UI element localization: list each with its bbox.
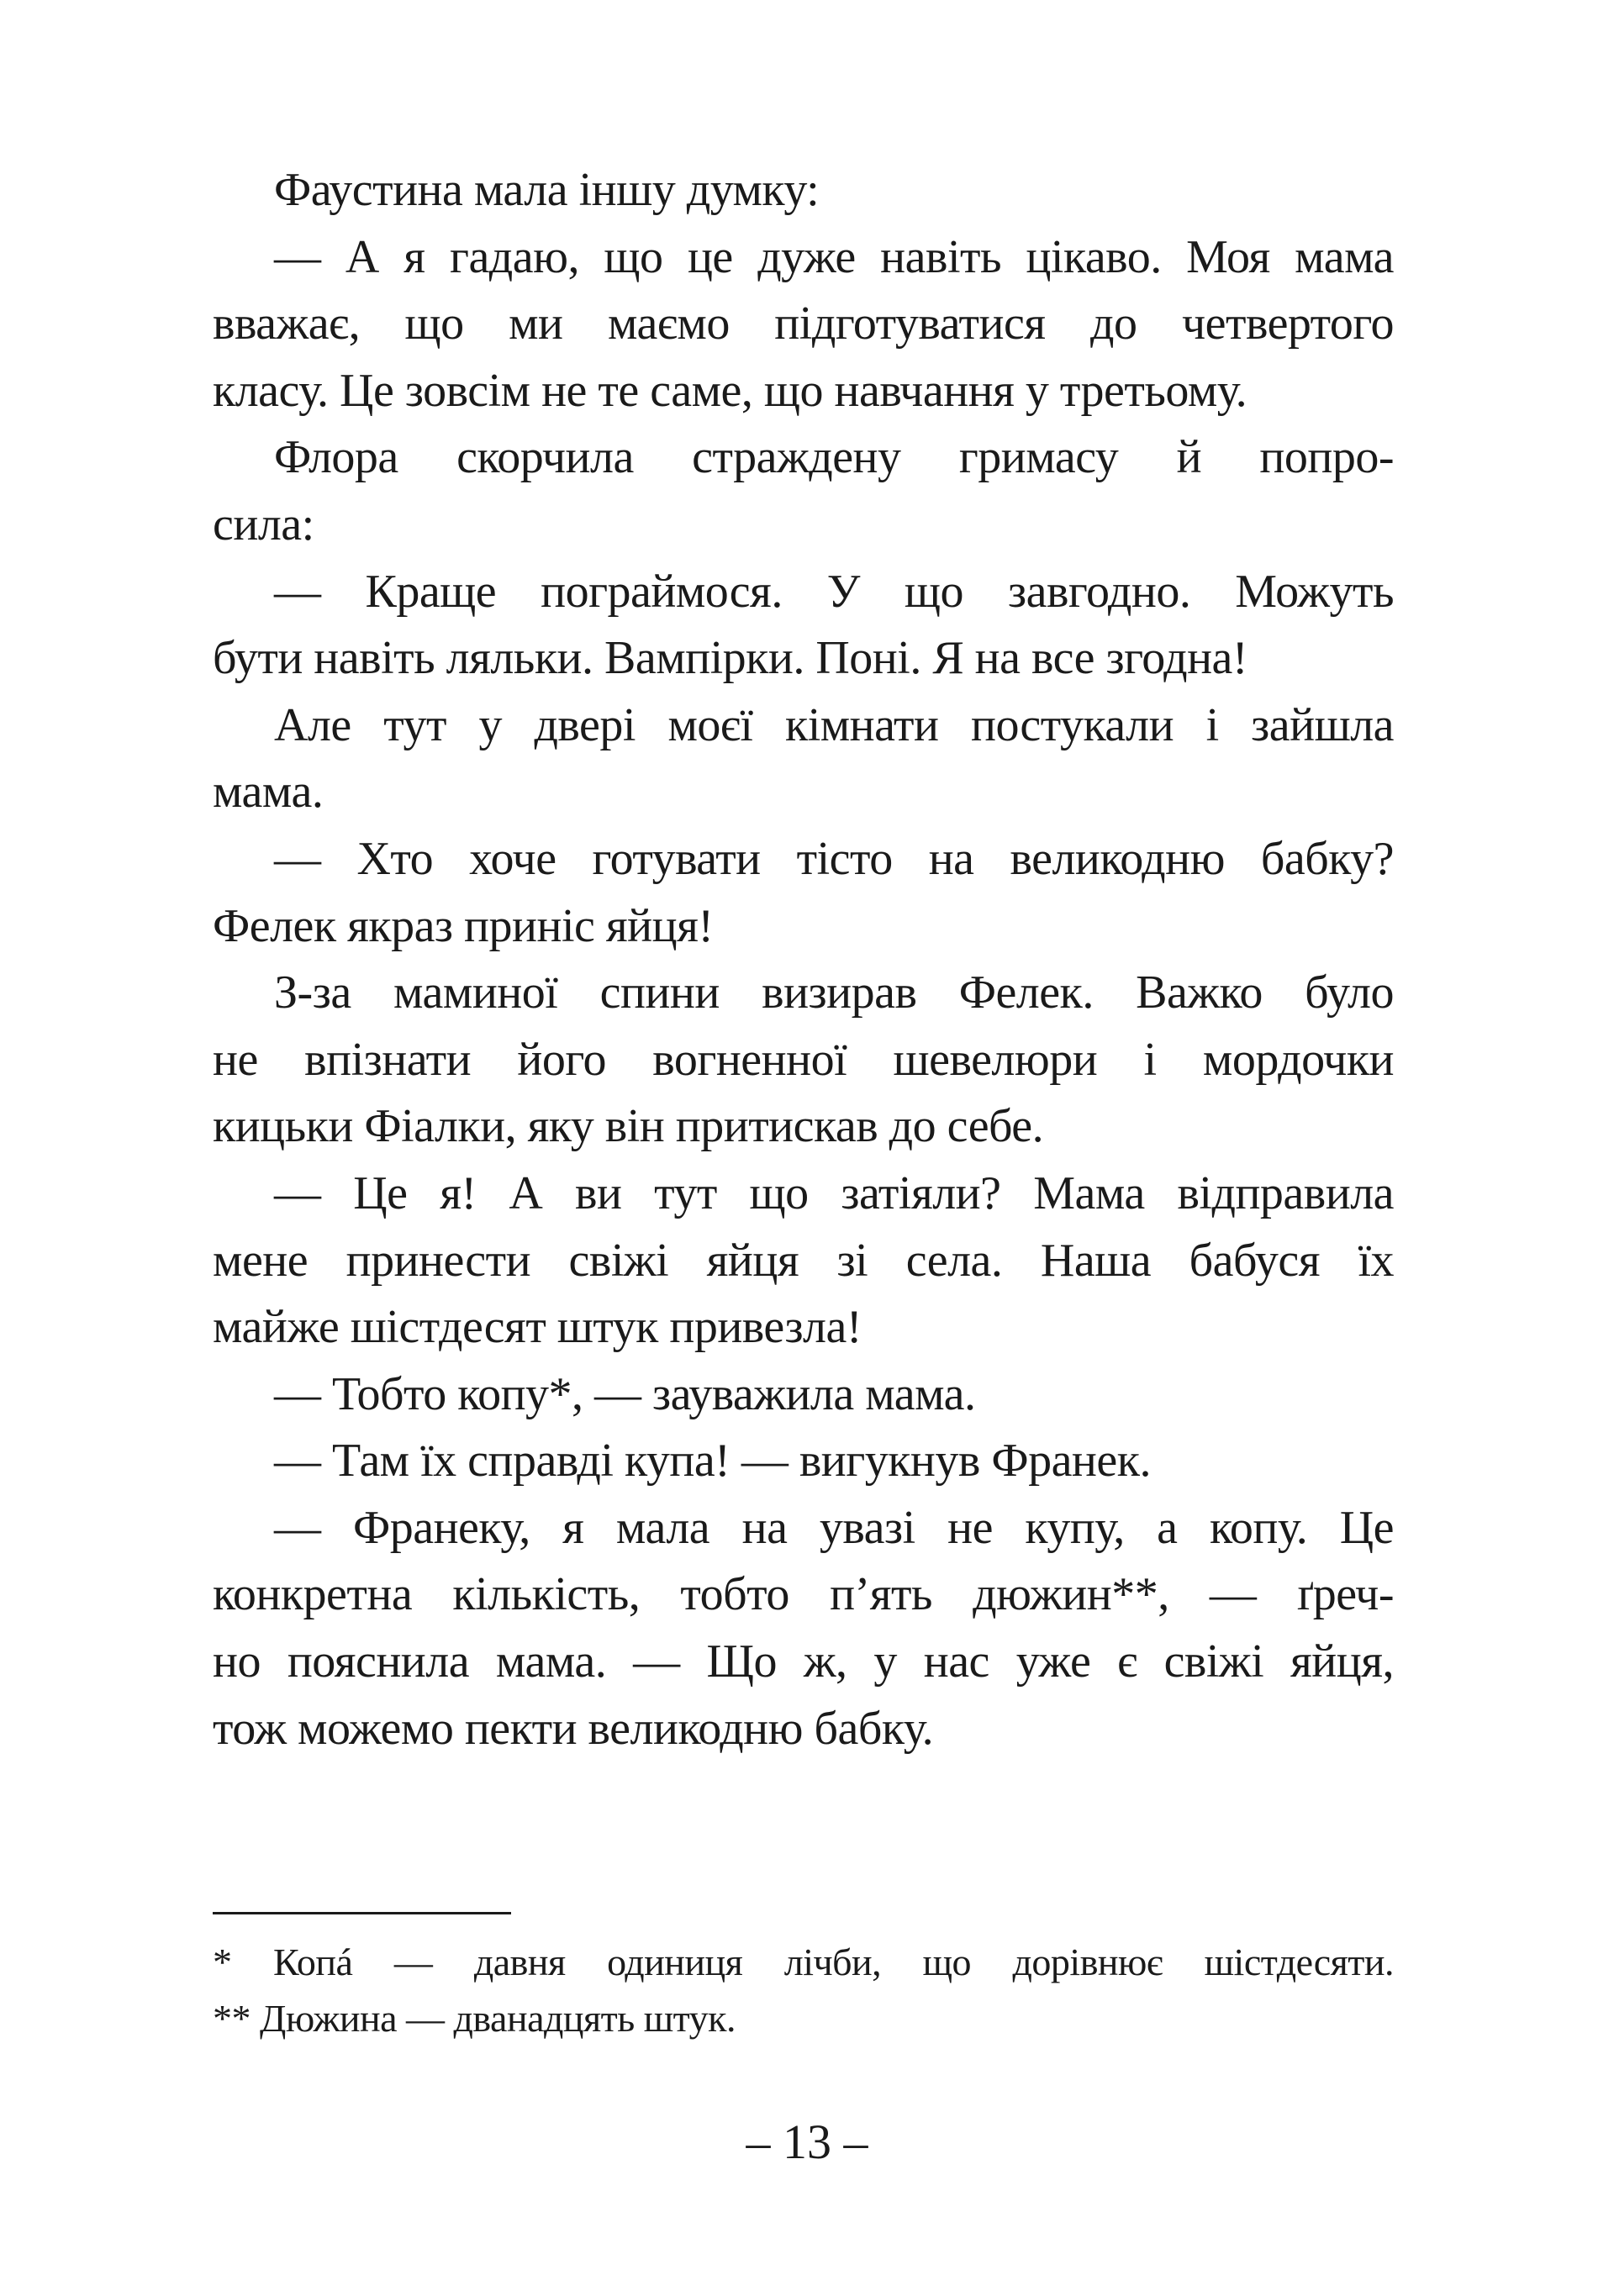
text-line: майже шістдесят штук привезла! [213, 1301, 862, 1354]
paragraph [213, 826, 1394, 960]
text-line: тож можемо пекти великодню бабку. [213, 1702, 934, 1755]
text-line: Фелек якраз приніс яйця! [213, 899, 714, 952]
text-line: — Це я! А ви тут що затіяли? Мама відправила [274, 1166, 1394, 1219]
footnote-1: * Копá — давня одиниця лічби, що дорівнює шістдесяти. [213, 1941, 1394, 1983]
text-line: класу. Це зовсім не те саме, що навчання у третьому. [213, 364, 1247, 417]
text-line: — Краще пограймося. У що завгодно. Можуть [274, 565, 1394, 618]
text-line: — Тобто копу*, — зауважила мама. [274, 1367, 976, 1420]
text-line: — Там їх справді купа! — вигукнув Франек. [274, 1435, 1151, 1488]
footnote-divider [213, 1912, 511, 1914]
text-line: сила: [213, 498, 314, 550]
text-line: Фаустина мала іншу думку: [274, 164, 820, 216]
text-line: но пояснила мама. — Що ж, у нас уже є свіжі яйця, [213, 1635, 1394, 1688]
page-number: – 13 – [746, 2114, 868, 2169]
text-line: мене принести свіжі яйця зі села. Наша бабуся їх [213, 1234, 1394, 1287]
text-line: бути навіть ляльки. Вампірки. Поні. Я на все згодна! [213, 632, 1248, 685]
paragraph [213, 692, 1394, 826]
body-text [213, 157, 1394, 1762]
paragraph [213, 559, 1394, 692]
paragraph [213, 1495, 1394, 1762]
text-line: — А я гадаю, що це дуже навіть цікаво. Моя мама [274, 230, 1394, 283]
paragraph [213, 424, 1394, 558]
paragraph [213, 1428, 1394, 1495]
paragraph [213, 1161, 1394, 1361]
paragraph [213, 960, 1394, 1161]
text-line: Але тут у двері моєї кімнати постукали і зайшла [274, 698, 1394, 751]
text-line: конкретна кількість, тобто п’ять дюжин**, — ґреч- [213, 1568, 1394, 1621]
text-line: З-за маминої спини визирав Фелек. Важко було [274, 966, 1394, 1019]
text-line: кицьки Фіалки, яку він притискав до себе. [213, 1100, 1044, 1153]
text-line: Флора скорчила страждену гримасу й попро- [274, 431, 1394, 484]
paragraph [213, 1361, 1394, 1429]
text-line: вважає, що ми маємо підготуватися до четвертого [213, 298, 1394, 350]
paragraph [213, 224, 1394, 425]
paragraph [213, 157, 1394, 224]
text-line: мама. [213, 766, 324, 819]
text-line: — Хто хоче готувати тісто на великодню бабку? [274, 832, 1394, 885]
footnote-2: ** Дюжина — дванадцять штук. [213, 1997, 736, 2040]
text-line: — Франеку, я мала на увазі не купу, а копу. Це [274, 1501, 1394, 1554]
text-line: не впізнати його вогненної шевелюри і мордочки [213, 1033, 1394, 1086]
